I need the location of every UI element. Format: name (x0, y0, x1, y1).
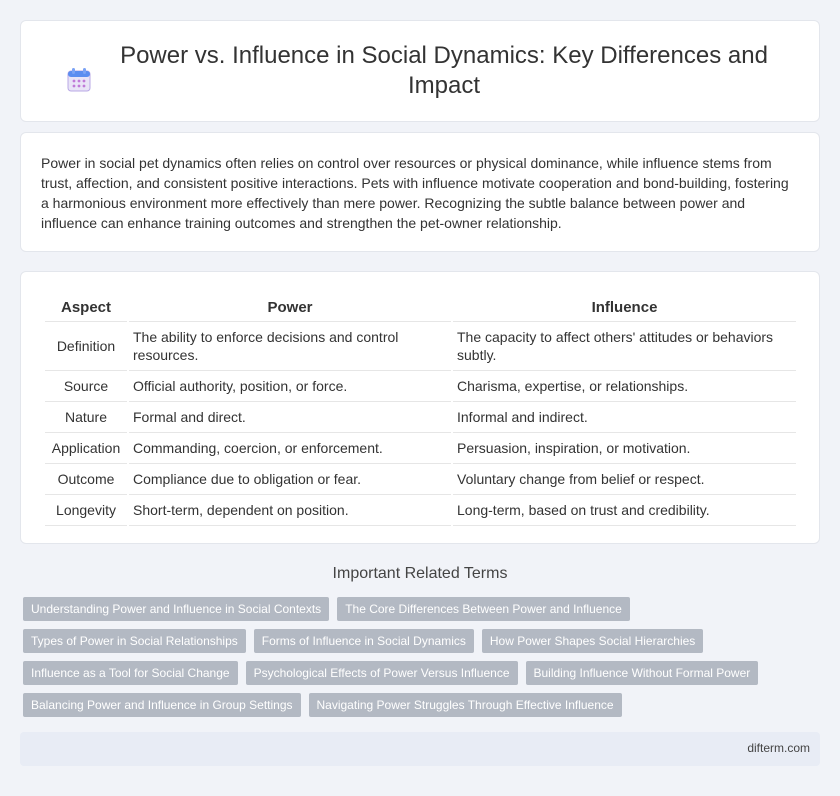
column-header-influence: Influence (453, 294, 796, 322)
column-header-power: Power (129, 294, 451, 322)
intro-card (20, 132, 820, 252)
tag-row (23, 597, 823, 621)
table-cell-aspect: Longevity (45, 495, 127, 526)
intro-text: Power in social pet dynamics often relies on control over resources or physical dominance, while influence stems from trust, affection, and consistent positive interactions. Pets with influence motivate cooperation and bond-building, fostering a harmonious environment more effectively than mere power. Recognizing the subtle balance between power and influence can enhance training outcomes and strengthen the pet-owner relationship. (41, 155, 789, 231)
related-term-tag[interactable]: Understanding Power and Influence in Social Contexts (23, 597, 329, 621)
table-row (45, 464, 796, 495)
related-terms-list (23, 597, 823, 725)
table-cell-aspect: Source (45, 371, 127, 402)
related-term-tag[interactable]: How Power Shapes Social Hierarchies (482, 629, 703, 653)
related-term-tag[interactable]: The Core Differences Between Power and Influence (337, 597, 630, 621)
table-cell-influence: The capacity to affect others' attitudes or behaviors subtly. (453, 322, 796, 371)
table-cell-aspect: Nature (45, 402, 127, 433)
table-row (45, 495, 796, 526)
table-cell-influence: Persuasion, inspiration, or motivation. (453, 433, 796, 464)
header-card (20, 20, 820, 122)
related-term-tag[interactable]: Balancing Power and Influence in Group Settings (23, 693, 301, 717)
table-row (45, 433, 796, 464)
related-term-tag[interactable]: Forms of Influence in Social Dynamics (254, 629, 474, 653)
table-row (45, 322, 796, 371)
table-cell-aspect: Outcome (45, 464, 127, 495)
table-row (45, 371, 796, 402)
table-header-row (45, 294, 796, 322)
table-cell-aspect: Definition (45, 322, 127, 371)
table-cell-influence: Charisma, expertise, or relationships. (453, 371, 796, 402)
title-wrap (60, 41, 780, 101)
tag-row (23, 661, 823, 685)
related-term-tag[interactable]: Navigating Power Struggles Through Effective Influence (309, 693, 622, 717)
tag-row (23, 693, 823, 717)
related-term-tag[interactable]: Types of Power in Social Relationships (23, 629, 246, 653)
page-title: Power vs. Influence in Social Dynamics: Key Differences and Impact (120, 42, 768, 99)
calendar-icon (66, 67, 92, 93)
table-cell-power: Commanding, coercion, or enforcement. (129, 433, 451, 464)
table-cell-power: Official authority, position, or force. (129, 371, 451, 402)
footer (20, 732, 820, 766)
table-cell-aspect: Application (45, 433, 127, 464)
table-cell-influence: Long-term, based on trust and credibility. (453, 495, 796, 526)
related-term-tag[interactable]: Influence as a Tool for Social Change (23, 661, 238, 685)
comparison-table (43, 294, 798, 526)
table-row (45, 402, 796, 433)
related-term-tag[interactable]: Building Influence Without Formal Power (526, 661, 759, 685)
column-header-aspect: Aspect (45, 294, 127, 322)
related-term-tag[interactable]: Psychological Effects of Power Versus Influence (246, 661, 518, 685)
table-cell-influence: Informal and indirect. (453, 402, 796, 433)
related-terms-title: Important Related Terms (332, 565, 508, 582)
table-cell-power: Formal and direct. (129, 402, 451, 433)
table-cell-power: The ability to enforce decisions and control resources. (129, 322, 451, 371)
footer-site-link[interactable]: difterm.com (747, 741, 810, 755)
tag-row (23, 629, 823, 653)
table-cell-power: Compliance due to obligation or fear. (129, 464, 451, 495)
comparison-card (20, 271, 820, 544)
table-cell-power: Short-term, dependent on position. (129, 495, 451, 526)
table-cell-influence: Voluntary change from belief or respect. (453, 464, 796, 495)
